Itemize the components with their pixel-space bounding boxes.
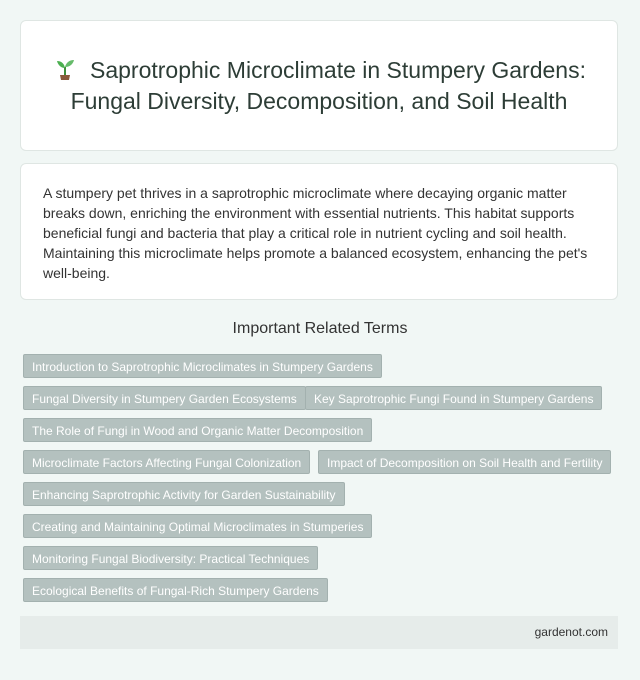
page-title-text: Saprotrophic Microclimate in Stumpery Gardens: Fungal Diversity, Decomposition, and Soil Health bbox=[70, 56, 586, 114]
related-term-tag[interactable]: Enhancing Saprotrophic Activity for Garden Sustainability bbox=[23, 482, 345, 506]
related-term-tag[interactable]: Impact of Decomposition on Soil Health and Fertility bbox=[318, 450, 611, 474]
related-term-tag[interactable]: Microclimate Factors Affecting Fungal Colonization bbox=[23, 450, 310, 474]
footer-site-name[interactable]: gardenot.com bbox=[534, 625, 608, 639]
related-term-tag[interactable]: Fungal Diversity in Stumpery Garden Ecosystems bbox=[23, 386, 306, 410]
related-terms-heading: Important Related Terms bbox=[232, 320, 408, 337]
intro-card bbox=[20, 163, 618, 300]
intro-paragraph: A stumpery pet thrives in a saprotrophic microclimate where decaying organic matter breaks down, enriching the environment with essential nutrients. This habitat supports beneficial fungi and bacteria that play a critical role in nutrient cycling and soil health. Maintaining this microclimate helps promote a balanced ecosystem, enhancing the pet's well-being. bbox=[43, 185, 588, 281]
footer bbox=[20, 616, 618, 649]
page-title bbox=[39, 55, 599, 117]
related-term-tag[interactable]: Creating and Maintaining Optimal Microclimates in Stumperies bbox=[23, 514, 372, 538]
title-card bbox=[20, 20, 618, 151]
sprout-icon bbox=[52, 58, 78, 80]
related-term-tag[interactable]: Monitoring Fungal Biodiversity: Practical Techniques bbox=[23, 546, 318, 570]
related-term-tag[interactable]: The Role of Fungi in Wood and Organic Matter Decomposition bbox=[23, 418, 372, 442]
related-term-tag[interactable]: Introduction to Saprotrophic Microclimates in Stumpery Gardens bbox=[23, 354, 382, 378]
related-term-tag[interactable]: Ecological Benefits of Fungal-Rich Stumpery Gardens bbox=[23, 578, 328, 602]
related-term-tag[interactable]: Key Saprotrophic Fungi Found in Stumpery Gardens bbox=[305, 386, 602, 410]
